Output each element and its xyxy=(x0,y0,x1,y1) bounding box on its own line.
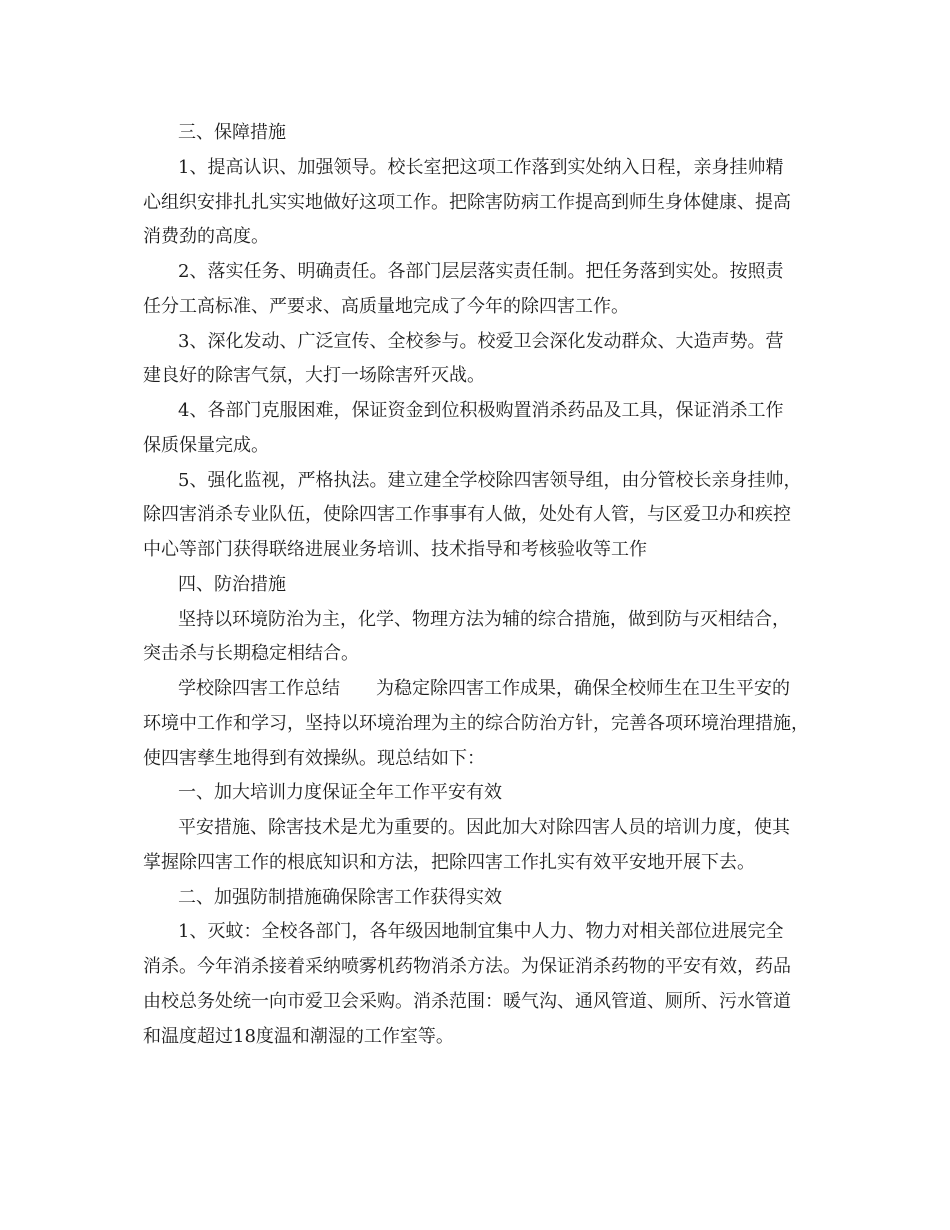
text-line: 由校总务处统一向市爱卫会采购。消杀范围：暖气沟、通风管道、厕所、污水管道 xyxy=(143,990,791,1012)
text-line: 任分工高标准、严要求、高质量地完成了今年的除四害工作。 xyxy=(143,295,629,317)
text-line: 中心等部门获得联络进展业务培训、技术指导和考核验收等工作 xyxy=(143,539,647,560)
text-line: 3、深化发动、广泛宣传、全校参与。校爱卫会深化发动群众、大造声势。营 xyxy=(178,330,784,352)
text-line: 掌握除四害工作的根底知识和方法，把除四害工作扎实有效平安地开展下去。 xyxy=(143,851,755,873)
text-line: 建良好的除害气氛，大打一场除害歼灭战。 xyxy=(143,365,485,387)
text-line: 1、提高认识、加强领导。校长室把这项工作落到实处纳入日程，亲身挂帅精 xyxy=(178,156,784,178)
document-body xyxy=(143,116,811,1054)
text-line: 消杀。今年消杀接着采纳喷雾机药物消杀方法。为保证消杀药物的平安有效，药品 xyxy=(143,956,791,977)
text-line: 除四害消杀专业队伍，使除四害工作事事有人做，处处有人管，与区爱卫办和疾控 xyxy=(143,504,791,526)
text-line: 和温度超过18度温和潮湿的工作室等。 xyxy=(143,1025,454,1047)
text-line: 突击杀与长期稳定相结合。 xyxy=(143,643,359,665)
text-line: 保质保量完成。 xyxy=(143,434,269,456)
text-line: 一、加大培训力度保证全年工作平安有效 xyxy=(178,782,502,804)
text-line: 四、防治措施 xyxy=(178,573,286,595)
text-line: 2、落实任务、明确责任。各部门层层落实责任制。把任务落到实处。按照责 xyxy=(178,261,784,282)
text-line: 消费劲的高度。 xyxy=(143,226,269,248)
text-line: 4、各部门克服困难，保证资金到位积极购置消杀药品及工具，保证消杀工作 xyxy=(178,400,784,421)
text-line: 心组织安排扎扎实实地做好这项工作。把除害防病工作提高到师生身体健康、提高 xyxy=(143,191,791,213)
text-line: 平安措施、除害技术是尤为重要的。因此加大对除四害人员的培训力度，使其 xyxy=(178,817,790,838)
text-line: 三、保障措施 xyxy=(178,122,286,143)
text-line: 二、加强防制措施确保除害工作获得实效 xyxy=(178,886,502,908)
text-line: 环境中工作和学习，坚持以环境治理为主的综合防治方针，完善各项环境治理措施， xyxy=(143,712,809,734)
text-line: 5、强化监视，严格执法。建立建全学校除四害领导组，由分管校长亲身挂帅， xyxy=(178,469,802,491)
text-line: 坚持以环境防治为主，化学、物理方法为辅的综合措施，做到防与灭相结合， xyxy=(178,608,790,630)
text-line: 使四害孳生地得到有效操纵。现总结如下： xyxy=(143,747,485,769)
text-line: 1、灭蚊：全校各部门，各年级因地制宜集中人力、物力对相关部位进展完全 xyxy=(178,921,784,943)
text-line: 学校除四害工作总结 为稳定除四害工作成果，确保全校师生在卫生平安的 xyxy=(178,678,790,699)
